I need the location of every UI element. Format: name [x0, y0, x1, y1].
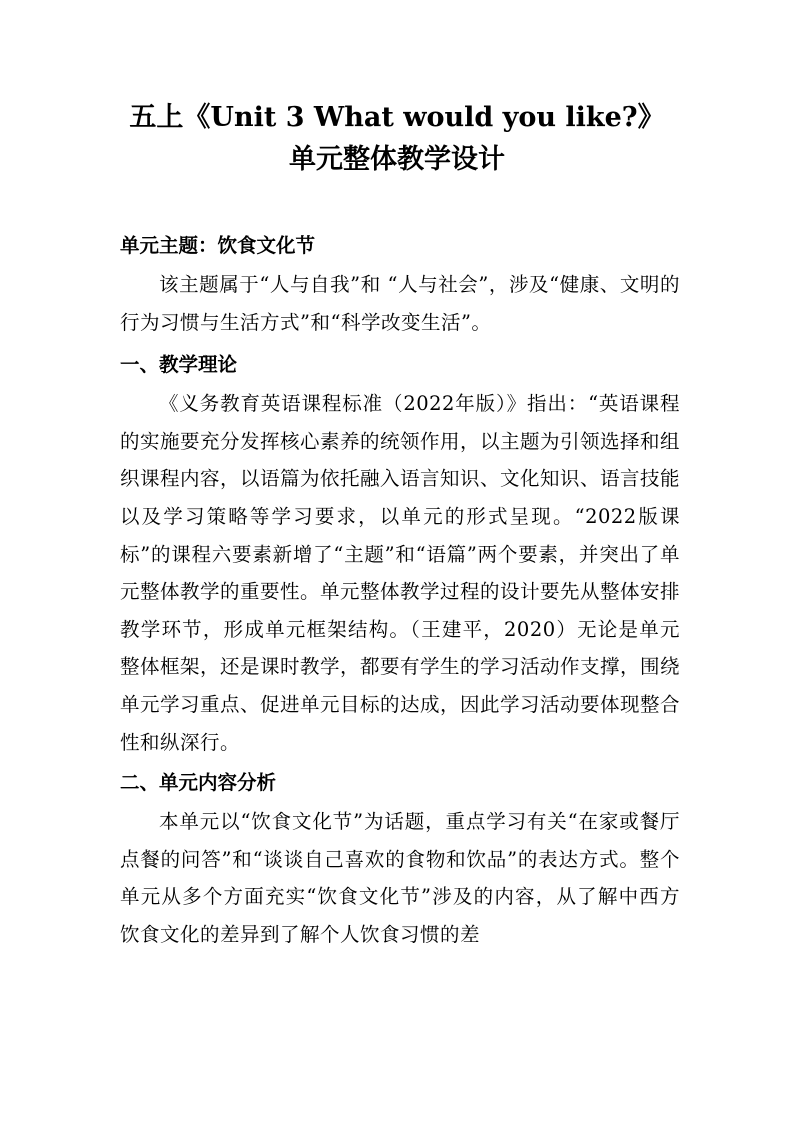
section-heading-unit-theme: 单元主题：饮食文化节 [120, 234, 316, 257]
section-heading-content-analysis: 二、单元内容分析 [120, 771, 277, 795]
document-body [120, 226, 680, 954]
document-title-line1: 五上《Unit 3 What would you like?》 [129, 102, 665, 133]
section-paragraph-teaching-theory: 《义务教育英语课程标准（2022年版）》指出：“英语课程的实施要充分发挥核心素养的统领作用，以主题为引领选择和组织课程内容，以语篇为依托融入语言知识、文化知识、语言技能以及学习策略等学习要求，以单元的形式呈现。“2022版课标”的课程六要素新增了“主题”和“语篇”两个要素，并突出了单元整体教学的重要性。单元整体教学过程的设计要先从整体安排教学环节，形成单元框架结构。（王建平，2020）无论是单元整体框架，还是课时教学，都要有学生的学习活动作支撑，围绕单元学习重点、促进单元目标的达成，因此学习活动要体现整合性和纵深行。 [120, 392, 681, 754]
section-paragraph-unit-theme: 该主题属于“人与自我”和 “人与社会”，涉及“健康、文明的行为习惯与生活方式”和“科学改变生活”。 [120, 273, 680, 334]
section-heading-teaching-theory: 一、教学理论 [120, 353, 238, 377]
document-title-line2: 单元整体教学设计 [289, 144, 505, 175]
section-paragraph-content-analysis: 本单元以“饮食文化节”为话题，重点学习有关“在家或餐厅点餐的问答”和“谈谈自己喜欢的食物和饮品”的表达方式。整个单元从多个方面充实“饮食文化节”涉及的内容，从了解中西方饮食文化的差异到了解个人饮食习惯的差 [120, 810, 680, 946]
